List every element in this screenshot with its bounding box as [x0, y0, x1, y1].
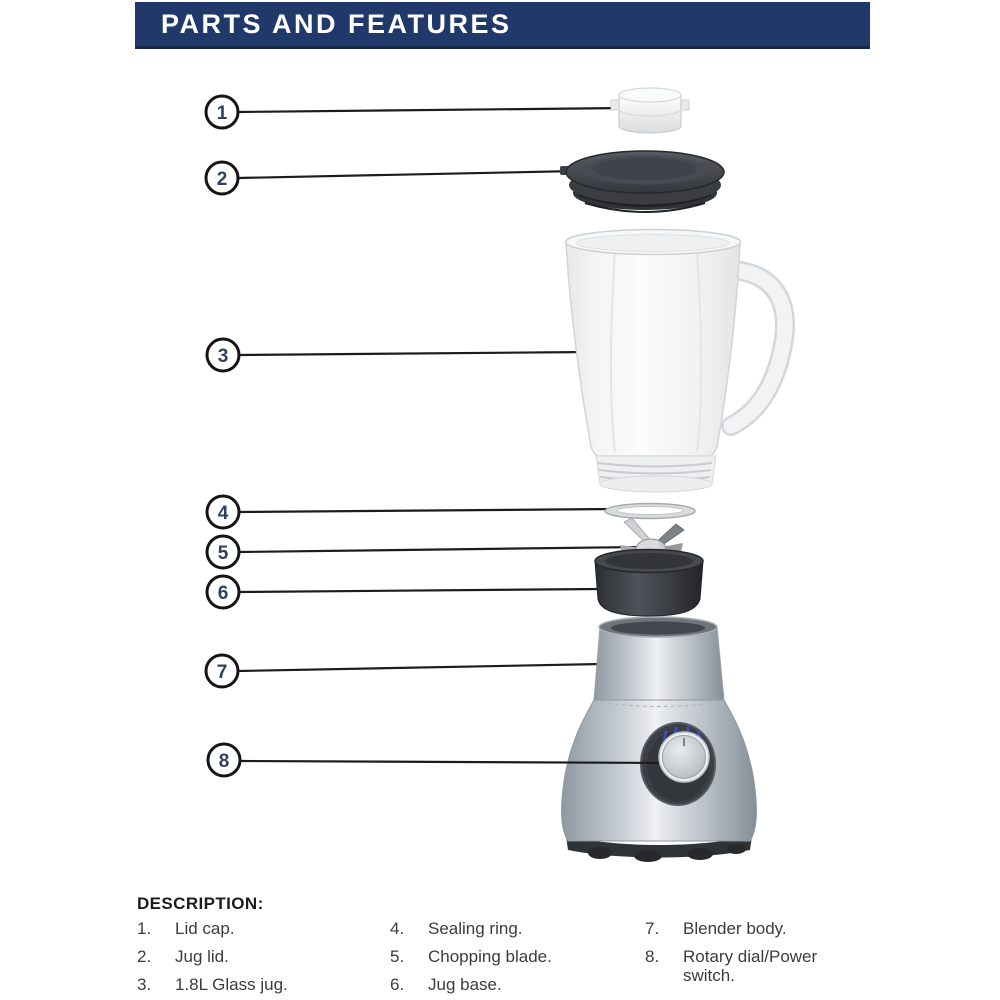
item-number: 8.	[645, 947, 660, 966]
callout-6-number: 6	[217, 583, 229, 604]
callout-1-number: 1	[216, 103, 228, 124]
item-text: Rotary dial/Power switch.	[683, 947, 818, 985]
item-text: 1.8L Glass jug.	[175, 975, 288, 994]
item-text: Chopping blade.	[428, 947, 552, 966]
sealing-ring	[605, 504, 695, 519]
description-heading: DESCRIPTION:	[137, 894, 264, 913]
description-item-7	[645, 919, 830, 938]
item-number: 5.	[390, 947, 405, 966]
callout-4-number: 4	[217, 503, 229, 524]
description-column-2	[390, 919, 630, 1000]
leader-line-2	[238, 171, 578, 178]
callout-5-number: 5	[217, 543, 229, 564]
leader-line-7	[238, 664, 602, 671]
item-number: 4.	[390, 919, 405, 938]
callout-3-number: 3	[217, 346, 229, 367]
item-text: Lid cap.	[175, 919, 235, 938]
item-text: Jug lid.	[175, 947, 229, 966]
callout-8	[208, 744, 240, 776]
blender-body	[562, 617, 757, 862]
leader-line-3	[239, 352, 590, 355]
callout-6	[207, 576, 239, 608]
jug-base	[595, 550, 703, 617]
callout-5	[207, 536, 239, 568]
callout-4	[207, 496, 239, 528]
leader-line-4	[239, 509, 614, 512]
leader-line-6	[239, 589, 600, 592]
lid-cap	[611, 88, 689, 133]
description-column-3	[645, 919, 830, 994]
callout-2-number: 2	[216, 169, 228, 190]
description-item-3	[137, 975, 372, 994]
item-text: Jug base.	[428, 975, 502, 994]
callout-3	[207, 339, 239, 371]
item-text: Blender body.	[683, 919, 787, 938]
power-knob	[659, 732, 709, 782]
callout-8-number: 8	[218, 751, 230, 772]
description-item-1	[137, 919, 372, 938]
item-number: 1.	[137, 919, 152, 938]
item-number: 7.	[645, 919, 660, 938]
leader-line-1	[238, 108, 626, 112]
callout-badges	[206, 96, 240, 776]
item-number: 2.	[137, 947, 152, 966]
item-text: Sealing ring.	[428, 919, 523, 938]
description-item-5	[390, 947, 630, 966]
callout-2	[206, 162, 238, 194]
description-item-2	[137, 947, 372, 966]
item-number: 6.	[390, 975, 405, 994]
leader-line-5	[239, 547, 642, 552]
jug-lid	[560, 151, 724, 212]
glass-jug	[566, 230, 785, 493]
page-title: PARTS AND FEATURES	[161, 8, 512, 39]
item-number: 3.	[137, 975, 152, 994]
description-column-1	[137, 919, 372, 1000]
callout-7	[206, 655, 238, 687]
description-item-6	[390, 975, 630, 994]
callout-7-number: 7	[216, 662, 228, 683]
description-item-8	[645, 947, 830, 985]
callout-1	[206, 96, 238, 128]
description-item-4	[390, 919, 630, 938]
